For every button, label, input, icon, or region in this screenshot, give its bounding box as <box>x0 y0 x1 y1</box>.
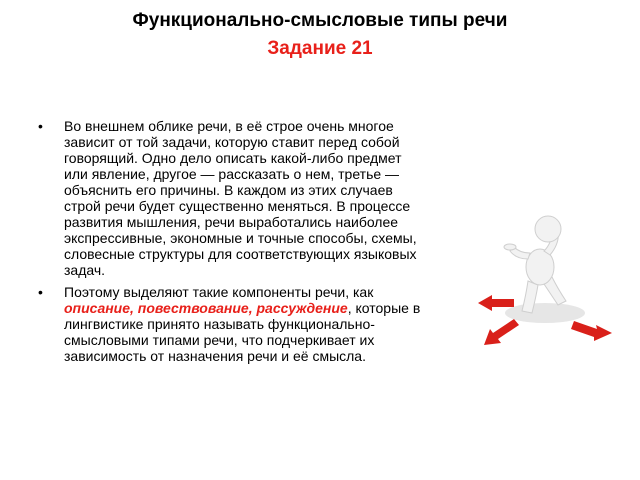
speech-types-highlight: описание, повествование, рассуждение <box>64 300 348 316</box>
bullet-dot-icon: • <box>38 284 43 300</box>
bullet-text-2-before: Поэтому выделяют такие компоненты речи, как <box>64 284 374 300</box>
slide-title: Функционально-смысловые типы речи <box>132 10 508 31</box>
bullet-text-1: Во внешнем облике речи, в её строе очень многое зависит от той задачи, которую ставит перед собой говорящий. Одно дело описать какой-либо предмет или явление, другое — рассказать о нем, третье — объяснить его причины. В каждом из этих случаев строй речи будет существенно меняться. В процессе развития мышления, речи выработались наиболее экспрессивные, экономные и точные способы, схемы, словесные структуры для соответствующих языковых задач. <box>64 118 417 278</box>
slide-subtitle: Задание 21 <box>267 38 373 59</box>
bullet-list <box>38 118 428 370</box>
bullet-item-2 <box>38 284 428 364</box>
bullet-text-2-after: , которые в лингвистике принято называть функционально-смысловыми типами речи, что подчеркивает их зависимость от назначения речи и её смысла. <box>64 300 421 364</box>
bullet-item-1 <box>38 118 428 278</box>
thinking-person-crossroads-icon <box>470 215 620 365</box>
arrow-down-left-icon <box>484 319 519 345</box>
bullet-dot-icon: • <box>38 118 43 134</box>
person-figure <box>504 216 566 313</box>
figure-shadow <box>505 303 585 323</box>
arrow-right-icon <box>571 321 612 341</box>
arrow-left-icon <box>478 295 514 311</box>
